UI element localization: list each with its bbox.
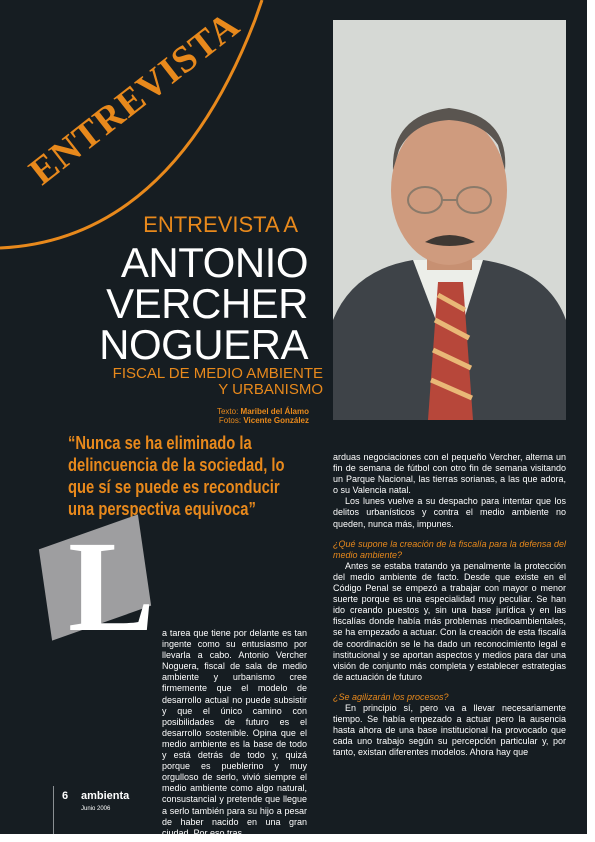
name-line-3: NOGUERA: [99, 321, 308, 368]
paragraph: Los lunes vuelve a su despacho para intentar que los delitos urbanísticos y contra el medio ambiente no queden, nunca más, impunes.: [333, 496, 566, 529]
text-credit-author: Maribel del Álamo: [240, 407, 309, 416]
dropcap-letter: L: [68, 515, 155, 659]
page-number: 6: [62, 790, 69, 802]
photo-credit-label: Fotos:: [218, 416, 242, 425]
role-line-2: Y URBANISMO: [218, 381, 323, 398]
intro-paragraph: a tarea que tiene por delante es tan ingente como su entusiasmo por llevarla a cabo. Antonio Vercher Noguera, fiscal de sala de medio ambiente y urbanismo cree firmemente que el modelo de desarrollo actual no puede subsistir y que el único camino con posibilidades de futuro es el desarrollo sostenible. Opina que el medio ambiente es la base de todo y está detrás de todo y, quizá porque es pueblerino y muy orgulloso de serlo, vivió siempre el medio ambiente como algo natural, consustancial y pretende que llegue a serlo también para su hijo a pesar de haber nacido en una gran ciudad. Por eso tras: [162, 628, 307, 838]
paragraph: Antes se estaba tratando ya penalmente la protección del medio ambiente de facto. Desde que existe en el Código Penal se empezó a trabajar con mayor o menor suerte porque es una especialidad muy peculiar. Se han ido creando puestos y, sin una base jurídica y en las fiscalías donde había más problemas medioambientales, se ha empezado a actuar. Con la creación de esta fiscalía de coordinación se le ha dado un reconocimiento legal e institucional y se aportan aspectos y medios para dar una visión de conjunto más completa y establecer estrategias de actuación de futuro: [333, 560, 566, 682]
name-line-2: VERCHER: [106, 280, 308, 327]
paragraph: arduas negociaciones con el pequeño Vercher, alterna un fin de semana de fútbol con otro fin de semana visitando un Parque Nacional, las tierras sorianas, a las que adora, o su Valencia natal.: [333, 452, 566, 496]
issue-date: Junio 2006: [81, 806, 111, 812]
paragraph: En principio sí, pero va a llevar necesariamente tiempo. Se había empezado a actuar pero la ausencia hasta ahora de una base institucional ha provocado que cada uno trabajo según su percepción particular y, por tanto, existan diferentes modelos. Ahora hay que: [333, 702, 566, 758]
credits: [217, 407, 309, 425]
title-lead: ENTREVISTA A: [143, 212, 298, 237]
footer: [53, 786, 588, 834]
role-line-1: FISCAL DE MEDIO AMBIENTE: [112, 365, 323, 382]
interview-question: ¿Se agilizarán los procesos?: [333, 691, 449, 702]
section-kicker: ENTREVISTA: [21, 3, 248, 194]
portrait-photo: [333, 20, 566, 420]
photo-credit-author: Vicente González: [243, 416, 309, 425]
name-line-1: ANTONIO: [120, 239, 308, 286]
text-credit-label: Texto:: [216, 407, 239, 416]
pull-quote: “Nunca se ha eliminado la delincuencia de la sociedad, lo que sí se puede es reconducir una perspectiva equivoca”: [68, 433, 285, 519]
body-column-2: [333, 452, 566, 758]
magazine-name: ambienta: [81, 790, 130, 802]
role-subtitle: [113, 366, 323, 398]
interview-question: ¿Qué supone la creación de la fiscalía para la defensa del medio ambiente?: [333, 538, 566, 560]
